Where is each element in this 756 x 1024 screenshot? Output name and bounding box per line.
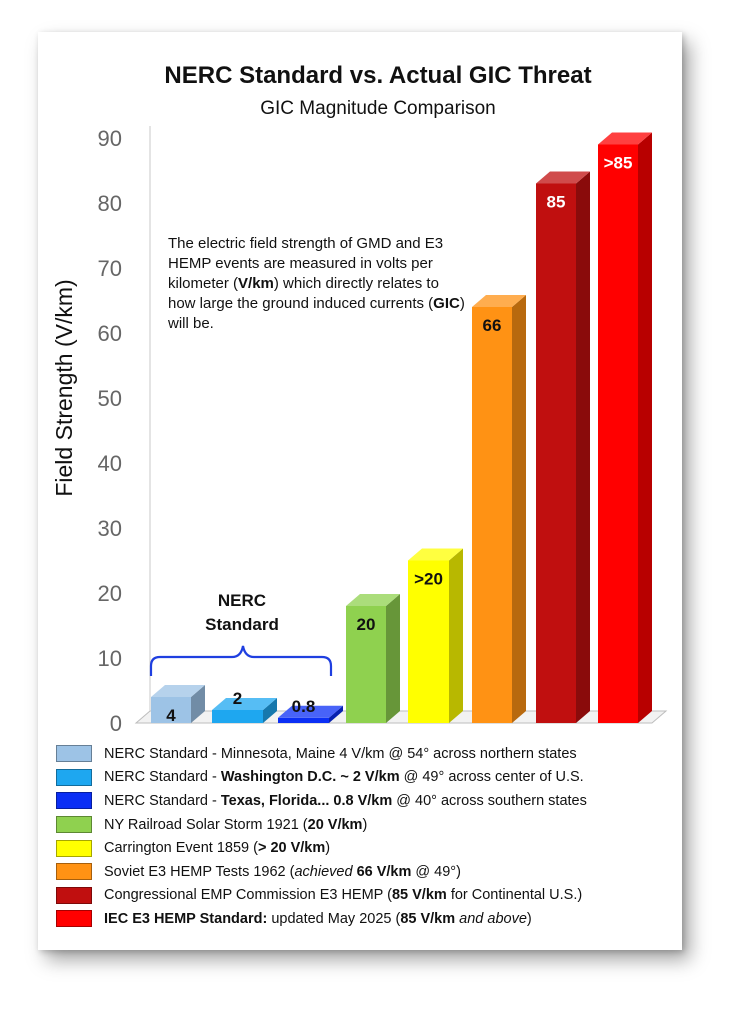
legend-item: [56, 907, 676, 931]
y-tick-label: 40: [97, 451, 122, 476]
legend-swatch: [56, 887, 92, 904]
legend-item: [56, 789, 676, 813]
legend-swatch: [56, 745, 92, 762]
bar: [472, 307, 512, 723]
bar-data-label: 85: [546, 192, 566, 212]
bar-side: [449, 549, 463, 724]
chart-subtitle: GIC Magnitude Comparison: [260, 98, 496, 119]
legend-swatch: [56, 863, 92, 880]
legend-swatch: [56, 792, 92, 809]
legend-swatch: [56, 840, 92, 857]
legend-item: [56, 860, 676, 884]
legend-item: [56, 766, 676, 790]
y-tick-label: 70: [97, 256, 122, 281]
bar-side: [512, 295, 526, 723]
bar-data-label: 66: [482, 316, 502, 335]
y-tick-label: 20: [97, 581, 122, 606]
bar-data-label: 0.8: [291, 696, 316, 716]
y-tick-label: 0: [109, 711, 122, 736]
y-tick-label: 90: [97, 126, 122, 151]
legend-swatch: [56, 769, 92, 786]
legend-label: NERC Standard - Texas, Florida... 0.8 V/km @ 40° across southern states: [104, 792, 587, 809]
legend-label: NERC Standard - Washington D.C. ~ 2 V/km @ 49° across center of U.S.: [104, 769, 584, 786]
bar-data-label: 2: [232, 689, 243, 708]
bar-side: [386, 594, 400, 723]
legend-label: Congressional EMP Commission E3 HEMP (85 V/km for Continental U.S.): [104, 887, 583, 904]
y-tick-label: 50: [97, 386, 122, 411]
y-tick-label: 30: [97, 516, 122, 541]
bar-data-label: >85: [603, 153, 633, 173]
legend-label: NY Railroad Solar Storm 1921 (20 V/km): [104, 816, 368, 833]
legend-swatch: [56, 816, 92, 833]
bar-data-label: 4: [166, 706, 176, 725]
annotation-text: The electric field strength of GMD and E3 HEMP events are measured in volts per kilometer (V/km) which directly relates to how large the ground induced currents (GIC) will be.: [168, 235, 465, 332]
legend: [56, 742, 676, 931]
y-tick-label: 80: [97, 191, 122, 216]
chart-title: NERC Standard vs. Actual GIC Threat: [164, 62, 592, 89]
legend-swatch: [56, 910, 92, 927]
legend-item: [56, 813, 676, 837]
legend-item: [56, 836, 676, 860]
bar-data-label: 20: [356, 615, 376, 634]
bar-data-label: >20: [414, 569, 443, 589]
bar: [278, 718, 329, 723]
bracket-label: NERC: [217, 591, 267, 610]
y-axis-label: Field Strength (V/km): [51, 279, 77, 497]
bar: [598, 145, 638, 724]
bar-side: [576, 172, 590, 724]
legend-item: [56, 742, 676, 766]
y-tick-label: 60: [97, 321, 122, 346]
bar: [536, 184, 576, 724]
legend-label: Soviet E3 HEMP Tests 1962 (achieved 66 V/km @ 49°): [104, 863, 461, 880]
y-tick-label: 10: [97, 646, 122, 671]
bracket-label: Standard: [205, 615, 279, 634]
legend-label: Carrington Event 1859 (> 20 V/km): [104, 840, 331, 857]
legend-item: [56, 884, 676, 908]
bar: [212, 710, 263, 723]
legend-label: NERC Standard - Minnesota, Maine 4 V/km @ 54° across northern states: [104, 745, 577, 762]
legend-label: IEC E3 HEMP Standard: updated May 2025 (85 V/km and above): [104, 910, 532, 927]
bar-side: [638, 133, 652, 724]
